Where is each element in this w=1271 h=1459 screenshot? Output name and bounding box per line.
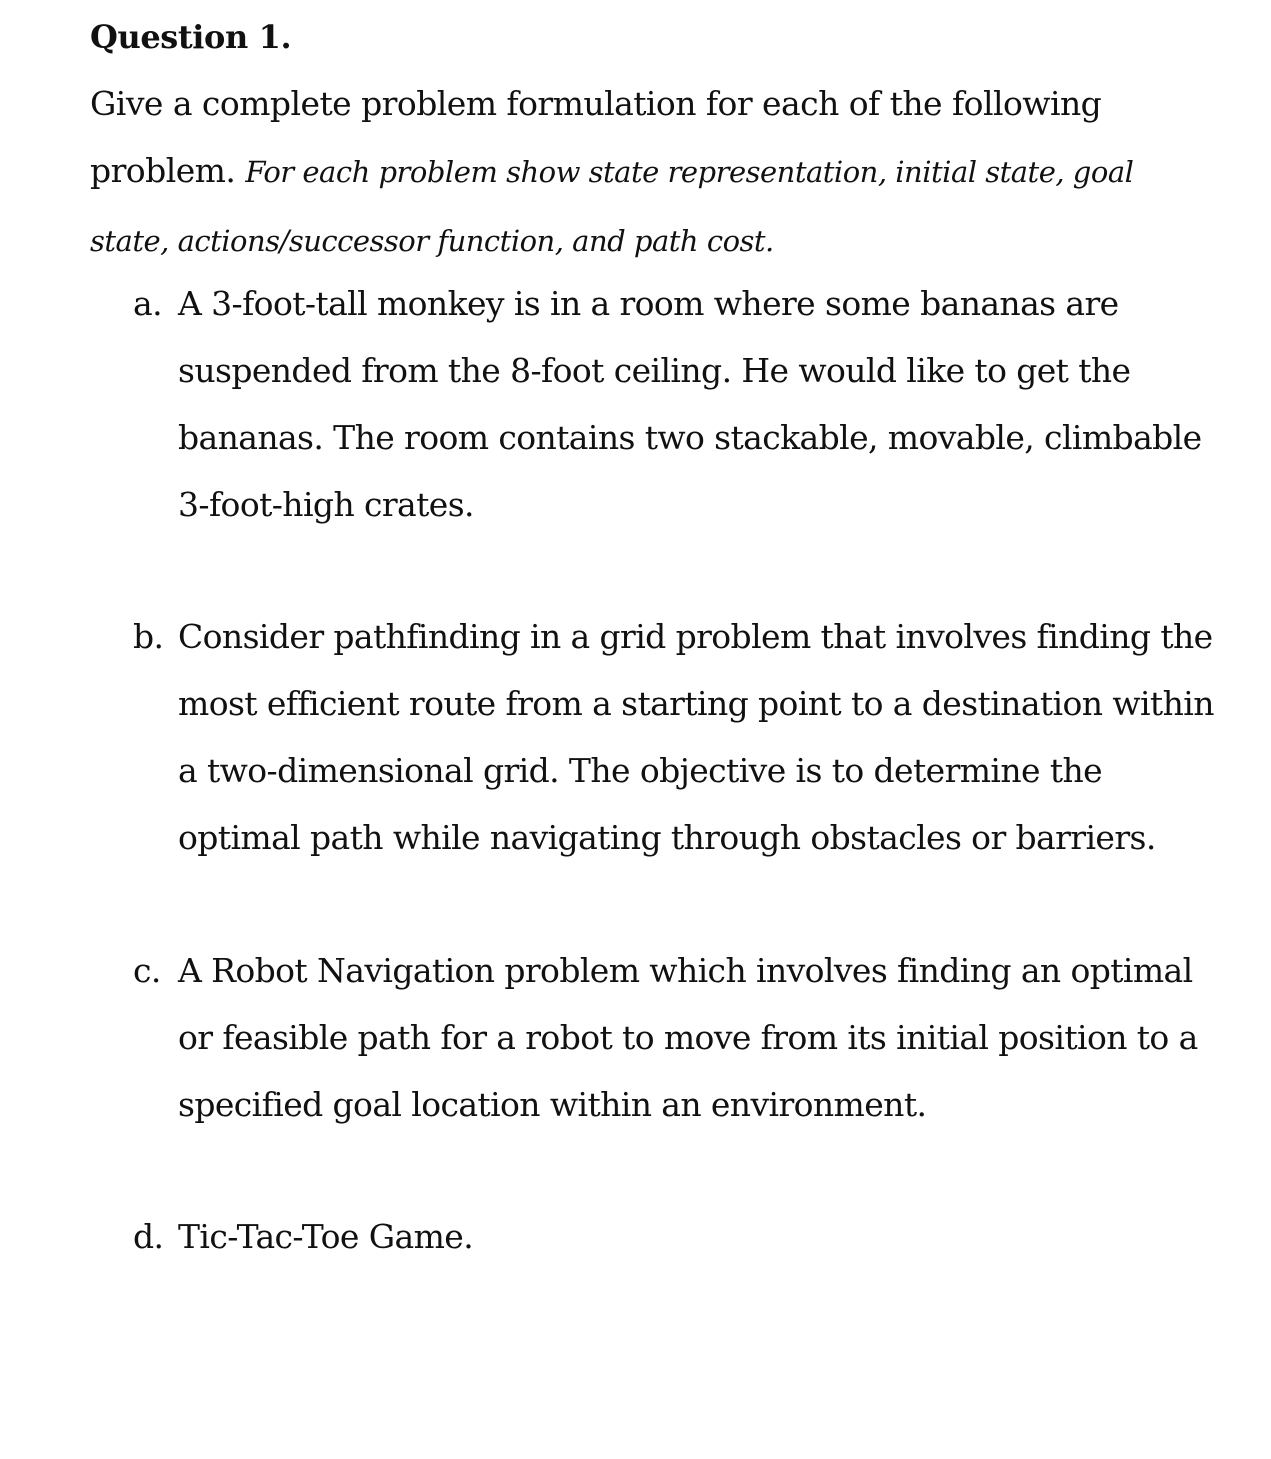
list-marker: b.	[133, 617, 164, 656]
list-item-text: Consider pathfinding in a grid problem that involves finding the most efficient route from a starting point to a destination within a two-dimensional grid. The objective is to determine the optimal path while navigating through obstacles or barriers.	[178, 617, 1214, 857]
list-item-text: A 3-foot-tall monkey is in a room where some bananas are suspended from the 8-foot ceiling. He would like to get the bananas. The room contains two stackable, movable, climbable 3-foot-high crates.	[178, 284, 1202, 524]
list-marker: d.	[133, 1217, 164, 1256]
list-item-a	[133, 270, 1218, 538]
list-item-text: A Robot Navigation problem which involves finding an optimal or feasible path for a robot to move from its initial position to a specified goal location within an environment.	[178, 951, 1198, 1124]
instructions-italic-text: For each problem show state representation, initial state, goal state, actions/successor function, and path cost.	[90, 155, 1134, 258]
instructions-main-text: Give a complete problem formulation for each of the following problem.	[90, 84, 1102, 190]
list-marker: c.	[133, 951, 161, 990]
list-item-c	[133, 937, 1218, 1138]
question-heading: Question 1.	[90, 18, 292, 56]
list-item-d	[133, 1203, 1218, 1270]
question-instructions	[90, 70, 1200, 275]
list-marker: a.	[133, 284, 162, 323]
list-item-b	[133, 603, 1218, 871]
list-item-text: Tic-Tac-Toe Game.	[178, 1217, 474, 1256]
